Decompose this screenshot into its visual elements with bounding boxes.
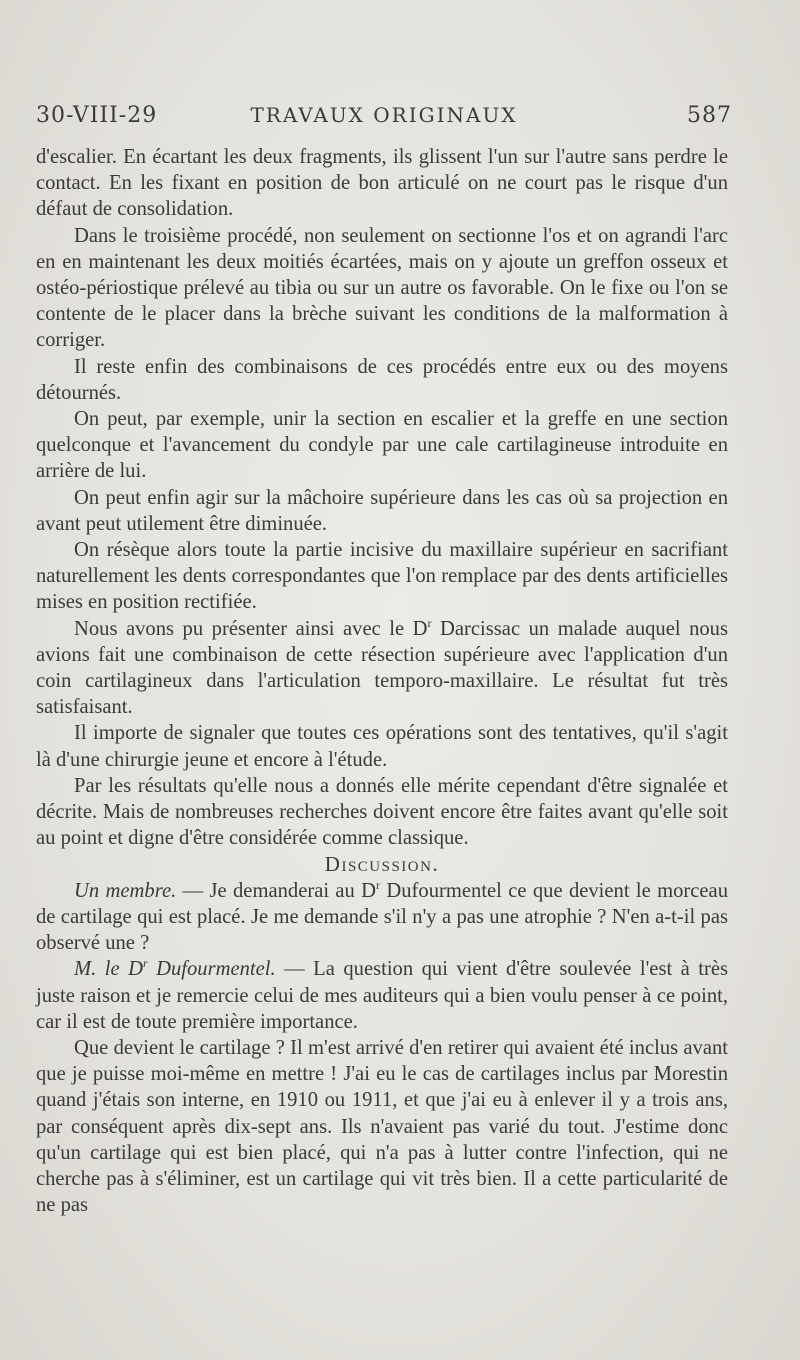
discussion-heading: Discussion. bbox=[324, 852, 440, 877]
paragraph: Il reste enfin des combinaisons de ces procédés entre eux ou des moyens détournés. bbox=[36, 355, 728, 404]
superscript: r bbox=[376, 877, 381, 892]
page-number: 587 bbox=[687, 103, 732, 128]
speaker-name: Un membre. bbox=[74, 879, 177, 902]
text-run: — La question qui vient d'être soulevée l'est à très juste raison et je remercie celui de mes auditeurs qui a bien voulu penser à ce point, car il est de toute première importance. bbox=[36, 958, 728, 1033]
header-title: TRAVAUX ORIGINAUX bbox=[250, 103, 518, 127]
text-run: — Je demanderai au D bbox=[176, 879, 377, 902]
speaker-name-part: Dufourmentel. bbox=[147, 958, 276, 981]
paragraph: Que devient le cartilage ? Il m'est arrivé d'en retirer qui avaient été inclus avant que je puisse moi-même en mettre ! J'ai eu le cas de cartilages inclus par Morestin quand j'étais son interne, en 1910 ou 1911, et que j'ai eu à enlever il y a trois ans, par conséquent après dix-sept ans. Ils n'avaient pas varié du tout. J'estime donc qu'un cartilage qui est bien placé, qui n'a pas à lutter contre l'infection, qui ne cherche pas à s'éliminer, est un cartilage qui vit très bien. Il a cette particularité de ne pas bbox=[36, 1036, 728, 1217]
paragraph: Par les résultats qu'elle nous a donnés elle mérite cependant d'être signalée et décrite. Mais de nombreuses recherches doivent encore être faites avant qu'elle soit au point et digne d'être considérée comme classique. bbox=[36, 774, 728, 850]
paragraph bbox=[36, 616, 728, 721]
paragraph bbox=[36, 878, 728, 957]
paragraph: d'escalier. En écartant les deux fragments, ils glissent l'un sur l'autre sans perdre le contact. En les fixant en position de bon articulé on ne court pas le risque d'un défaut de consolidation. bbox=[36, 146, 728, 221]
speaker-name-part: M. le D bbox=[74, 958, 143, 981]
superscript: r bbox=[427, 615, 432, 630]
paragraph: On résèque alors toute la partie incisive du maxillaire supérieur en sacrifiant naturellement les dents correspondantes que l'on remplace par des dents artificielles mises en position rectifiée. bbox=[36, 539, 728, 614]
paragraph bbox=[36, 956, 728, 1035]
paragraph: Dans le troisième procédé, non seulement on sectionne l'os et on agrandi l'arc en en maintenant les deux moitiés écartées, mais on y ajoute un greffon osseux et ostéo-périostique prélevé au tibia ou sur un autre os favorable. On le fixe ou l'on se contente de le placer dans la brèche suivant les conditions de la malformation à corriger. bbox=[36, 224, 728, 352]
paragraph: On peut, par exemple, unir la section en escalier et la greffe en une section quelconque et l'avancement du condyle par une cale cartilagineuse introduite en arrière de lui. bbox=[36, 408, 728, 483]
text-run: Darcissac un malade auquel nous avions fait une combinaison de cette résection supérieure avec l'application d'un coin cartilagineux dans l'articulation temporo-maxillaire. Le résultat fut très satisfaisant. bbox=[36, 617, 728, 719]
paragraph: Il importe de signaler que toutes ces opérations sont des tentatives, qu'il s'agit là d'une chirurgie jeune et encore à l'étude. bbox=[36, 722, 728, 771]
header-date: 30-VIII-29 bbox=[36, 103, 158, 128]
superscript: r bbox=[142, 956, 148, 971]
paragraph: On peut enfin agir sur la mâchoire supérieure dans les cas où sa projection en avant peut utilement être diminuée. bbox=[36, 486, 728, 535]
running-header bbox=[36, 103, 732, 133]
speaker-name bbox=[74, 958, 276, 980]
page-body bbox=[36, 144, 728, 1218]
text-run: Dufourmentel ce que devient le morceau de cartilage qui est placé. Je me demande s'il n'y a pas une atrophie ? N'en a-t-il pas observé une ? bbox=[36, 879, 728, 955]
text-run: Nous avons pu présenter ainsi avec le D bbox=[74, 617, 428, 640]
